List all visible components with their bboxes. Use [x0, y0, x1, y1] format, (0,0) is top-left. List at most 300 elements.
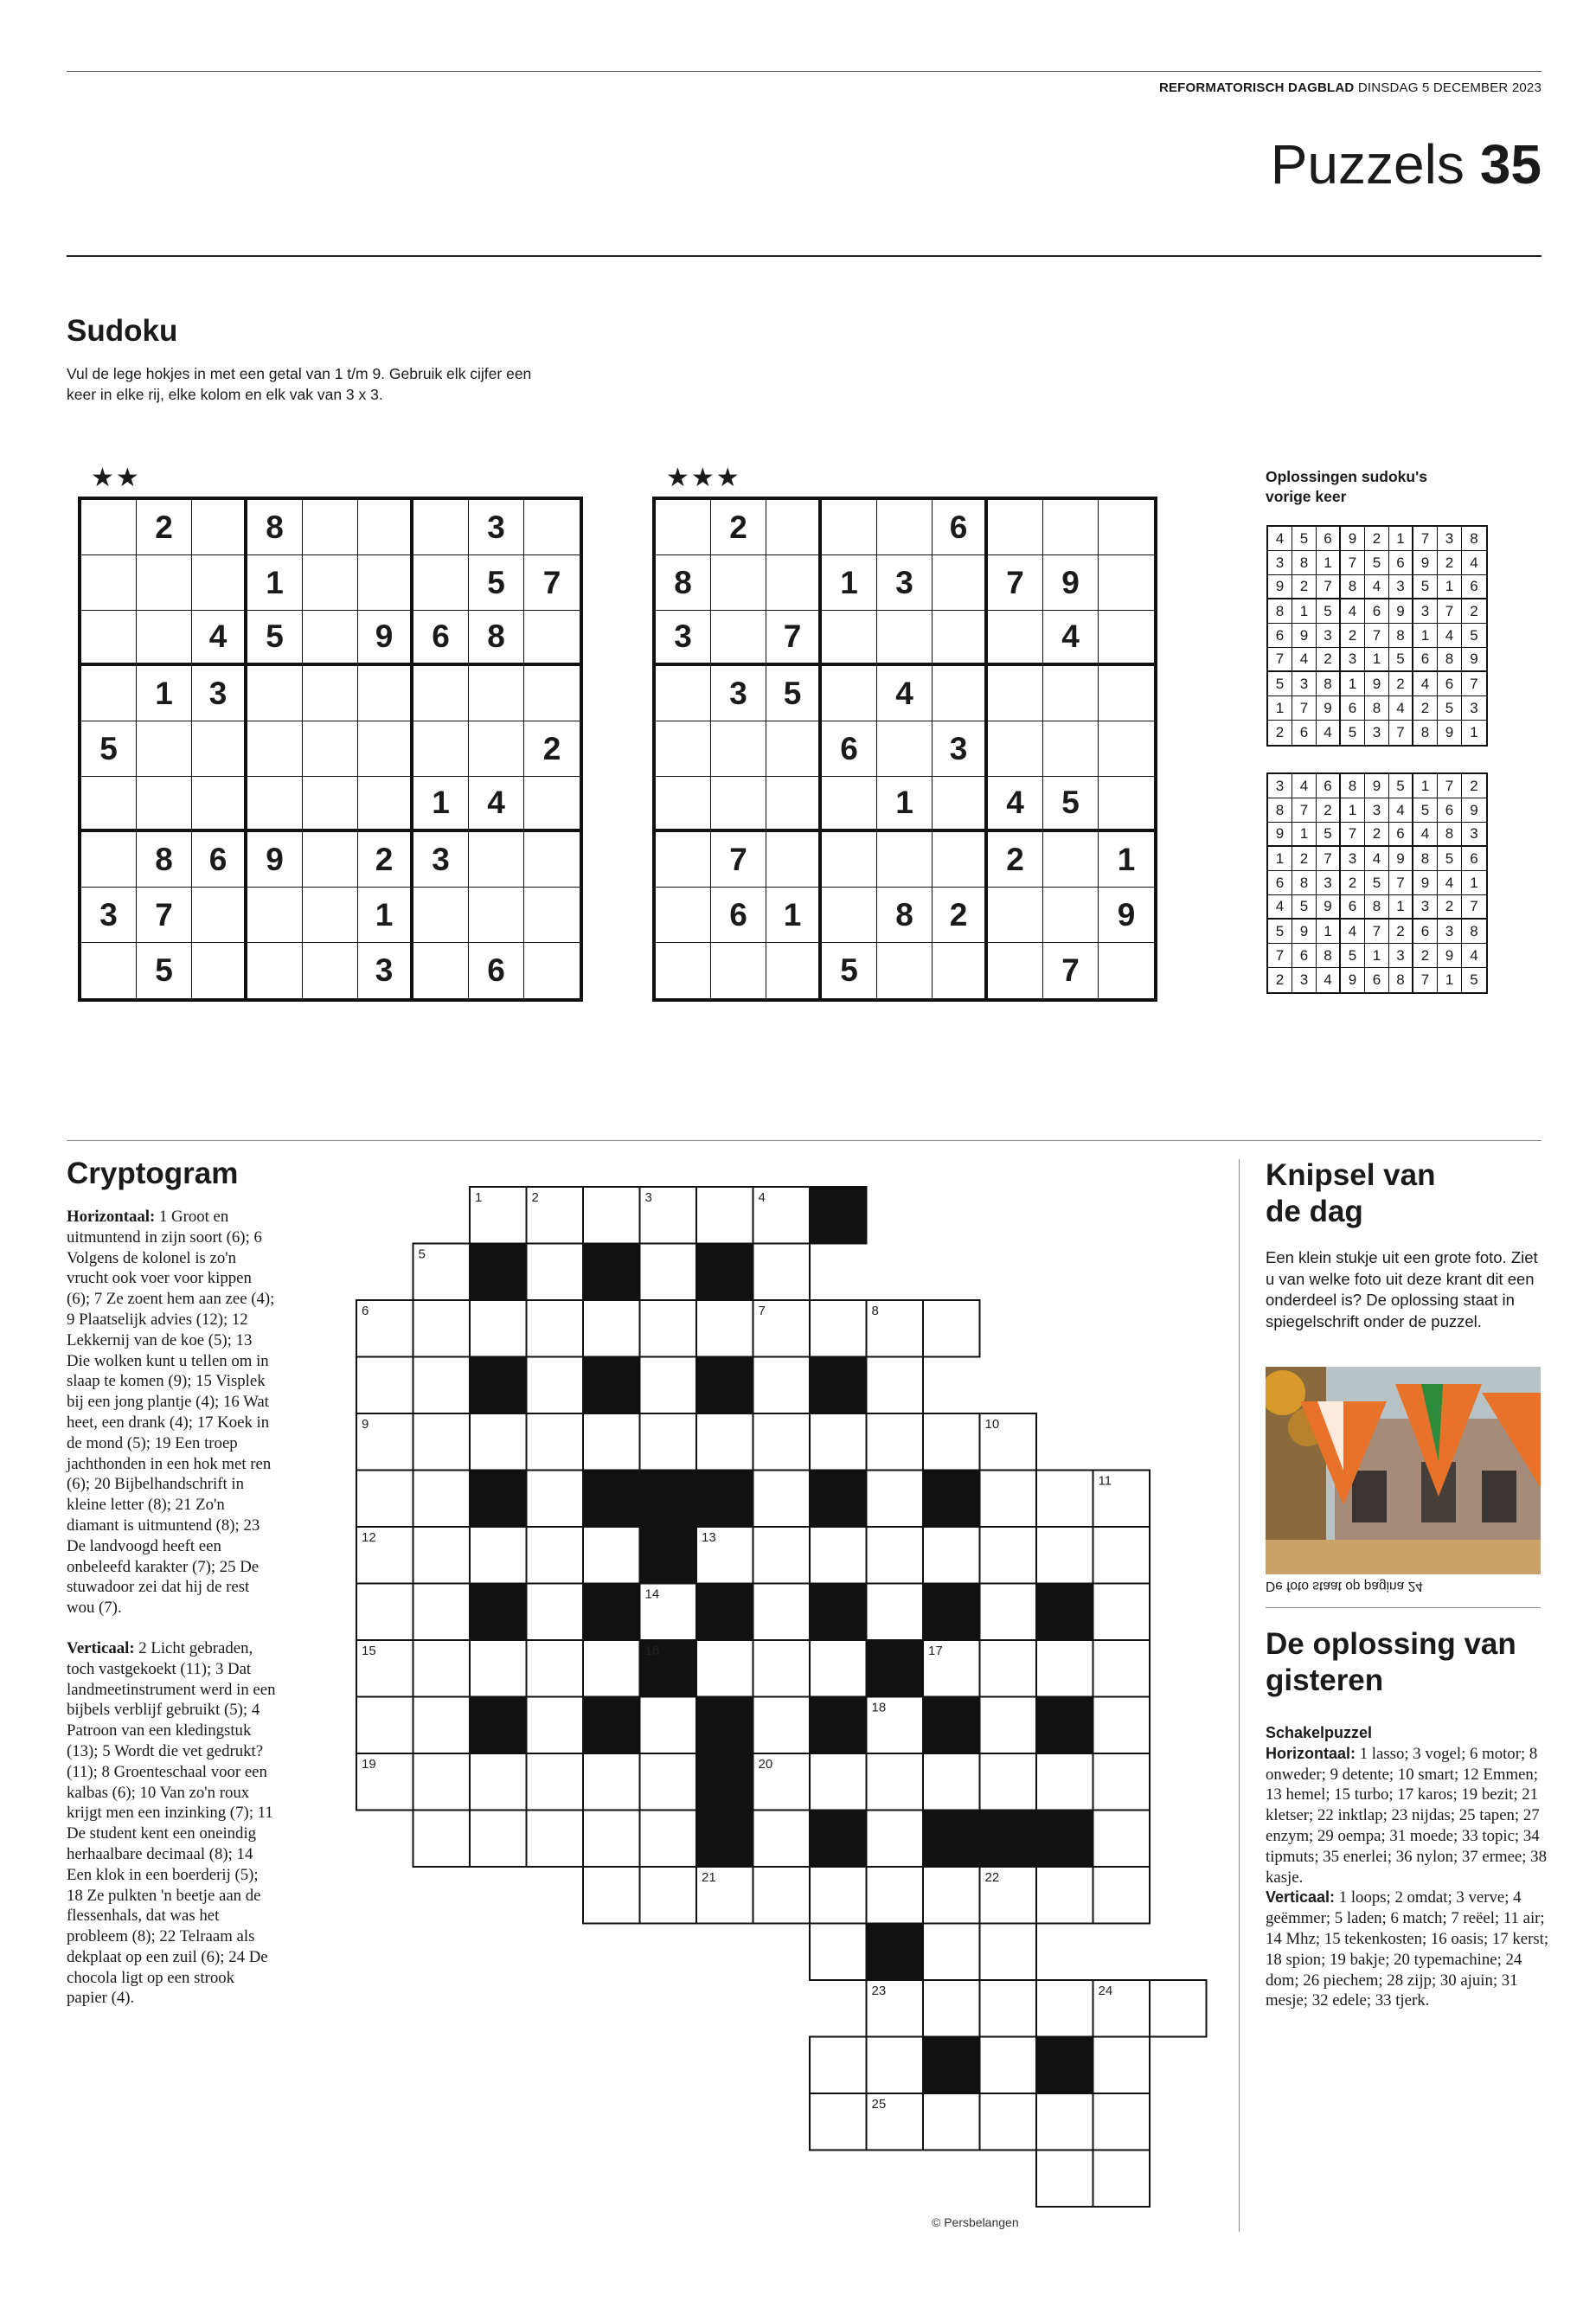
crossword-cell[interactable] [527, 1753, 584, 1811]
sudoku-2-cell[interactable] [822, 777, 877, 832]
sudoku-1-cell[interactable] [358, 555, 413, 611]
sudoku-1-cell[interactable] [81, 777, 137, 832]
solution-1-cell: 5 [1341, 721, 1365, 745]
crossword-cell[interactable] [867, 1471, 924, 1528]
crossword-cell[interactable] [640, 1867, 697, 1924]
crossword-cell[interactable] [1036, 1527, 1093, 1584]
sudoku-2-cell[interactable] [933, 611, 988, 666]
crossword-cell[interactable] [583, 1753, 640, 1811]
crossword-cell[interactable] [1093, 1527, 1151, 1584]
sudoku-2-cell[interactable] [1099, 721, 1154, 777]
solution-2-cell: 5 [1317, 823, 1341, 847]
oplossing-verticaal-text: 1 loops; 2 omdat; 3 verve; 4 geëmmer; 5 laden; 6 match; 7 reëel; 11 air; 14 Mhz; 15 tekenkosten; 16 oasis; 17 kerst; 18 spion; 19 bakje; 20 typemachine; 24 dom; 26 piechem; 28 zijp; 30 ajuin; 31 mesje; 32 edele; 33 tjerk. [1266, 1888, 1549, 2010]
crossword-cell[interactable] [810, 1924, 867, 1981]
crossword-cell[interactable] [980, 1527, 1037, 1584]
sudoku-2-cell[interactable] [1043, 721, 1099, 777]
sudoku-2-cell[interactable] [1099, 777, 1154, 832]
sudoku-1-cell[interactable] [303, 888, 358, 943]
solution-1-cell: 1 [1365, 648, 1389, 672]
crossword-cell[interactable] [923, 2093, 980, 2150]
solution-2-cell: 7 [1268, 944, 1292, 968]
crossword-cell[interactable] [640, 1300, 697, 1357]
sudoku-1-cell[interactable] [524, 943, 580, 998]
crossword-cell[interactable] [470, 1413, 527, 1471]
solution-1-cell: 9 [1317, 696, 1341, 721]
sudoku-1-cell[interactable] [247, 666, 303, 721]
crossword-cell[interactable] [640, 1697, 697, 1754]
sudoku-2-cell: 1 [877, 777, 933, 832]
crossword-cell[interactable] [527, 1811, 584, 1868]
crossword-cell[interactable] [753, 1471, 811, 1528]
sudoku-2-cell[interactable] [711, 777, 766, 832]
sudoku-2-cell[interactable] [988, 666, 1043, 721]
crossword-clue-number: 1 [475, 1190, 483, 1205]
crossword-cell[interactable] [1036, 1753, 1093, 1811]
solution-2-cell: 4 [1438, 871, 1462, 895]
crossword-cell[interactable] [1036, 1980, 1093, 2037]
solution-2-cell: 5 [1268, 920, 1292, 944]
sudoku-1-cell[interactable] [137, 555, 192, 611]
crossword-cell[interactable] [980, 2093, 1037, 2150]
crossword-cell[interactable] [527, 1471, 584, 1528]
crossword-block [980, 1811, 1037, 1868]
sudoku-2-cell[interactable] [822, 666, 877, 721]
sudoku-2-cell[interactable] [711, 943, 766, 998]
sudoku-2-cell[interactable] [933, 666, 988, 721]
crossword-cell[interactable] [980, 1640, 1037, 1697]
crossword-cell[interactable] [1093, 2150, 1151, 2208]
crossword-cell[interactable] [810, 1867, 867, 1924]
sudoku-2-cell: 2 [988, 832, 1043, 888]
crossword-cell[interactable] [527, 1413, 584, 1471]
sudoku-1-cell[interactable] [81, 500, 137, 555]
crossword-cell[interactable] [356, 1697, 413, 1754]
sudoku-2-cell[interactable] [1099, 943, 1154, 998]
sudoku-1-cell: 6 [192, 832, 247, 888]
sudoku-1-cell[interactable] [247, 888, 303, 943]
sudoku-2-cell[interactable] [877, 943, 933, 998]
solution-2-cell: 8 [1268, 798, 1292, 823]
crossword-cell[interactable] [640, 1413, 697, 1471]
crossword-cell[interactable] [527, 1697, 584, 1754]
sudoku-1-cell[interactable] [524, 611, 580, 666]
crossword-cell[interactable] [753, 1697, 811, 1754]
crossword-cell[interactable] [923, 1413, 980, 1471]
solution-1-cell: 3 [1268, 551, 1292, 575]
crossword-clue-number: 8 [871, 1304, 879, 1318]
crossword-cell[interactable] [413, 1300, 471, 1357]
solution-2-cell: 3 [1462, 823, 1486, 847]
solution-1-cell: 4 [1341, 599, 1365, 624]
crossword-cell[interactable] [1093, 1697, 1151, 1754]
crossword-cell[interactable] [413, 1640, 471, 1697]
solution-1-cell: 6 [1317, 527, 1341, 551]
crossword-cell[interactable] [413, 1753, 471, 1811]
solution-2-cell: 9 [1268, 823, 1292, 847]
crossword-cell[interactable] [753, 1867, 811, 1924]
crossword-cell[interactable] [923, 1300, 980, 1357]
crossword-cell[interactable] [1036, 2093, 1093, 2150]
verticaal-text: 2 Licht gebraden, toch vastgekoekt (11); 3 Dat landmeetinstrument werd in een bijbels verblijf gebruikt (5); 4 Patroon van een kledingstuk (13); 5 Wordt die vet gedrukt? (11); 8 Groenteschaal voor een kalbas (6); 10 Van zo'n roux krijgt men een inzinking (7); 11 De student kent een oneindig herhaalbare decimaal (8); 14 Een klok in een boerderij (5); 18 Ze pulkten 'n beetje aan de flessenhals, dat was het probleem (8); 22 Telraam als dekplaat op een zuil (6); 24 De chocola ligt op een strook papier (4). [67, 1638, 276, 2008]
sudoku-1-cell: 1 [137, 666, 192, 721]
sudoku-1-cell[interactable] [413, 943, 469, 998]
crossword-cell[interactable] [980, 1753, 1037, 1811]
crossword-cell[interactable] [413, 1527, 471, 1584]
sudoku-2-cell[interactable] [711, 555, 766, 611]
solution-1-cell: 3 [1389, 575, 1413, 599]
crossword-block [696, 1471, 753, 1528]
solution-1-cell: 6 [1268, 624, 1292, 648]
sudoku-2-cell[interactable] [1043, 888, 1099, 943]
solution-2-cell: 9 [1365, 774, 1389, 798]
crossword-cell[interactable] [470, 1753, 527, 1811]
crossword-cell[interactable] [413, 1471, 471, 1528]
sudoku-2-cell[interactable] [656, 500, 711, 555]
sudoku-1-cell[interactable] [192, 721, 247, 777]
sudoku-2-cell[interactable] [1099, 666, 1154, 721]
newspaper-name: REFORMATORISCH DAGBLAD [1158, 80, 1355, 95]
sudoku-2-cell[interactable] [988, 500, 1043, 555]
sudoku-2-cell[interactable] [766, 943, 822, 998]
sudoku-2-cell[interactable] [933, 555, 988, 611]
crossword-cell[interactable] [1093, 2093, 1151, 2150]
crossword-cell[interactable] [980, 1924, 1037, 1981]
crossword-cell[interactable] [1093, 2037, 1151, 2094]
crossword-cell[interactable] [810, 1300, 867, 1357]
crossword-cell[interactable] [980, 2037, 1037, 2094]
crossword-cell[interactable] [527, 1357, 584, 1414]
crossword-block [923, 2037, 980, 2094]
sudoku-1-grid[interactable] [78, 497, 583, 1002]
crossword-cell[interactable] [583, 1640, 640, 1697]
sudoku-1-cell[interactable] [469, 666, 524, 721]
solution-1-cell: 6 [1462, 575, 1486, 599]
sudoku-1-cell[interactable] [303, 611, 358, 666]
crossword-cell[interactable] [696, 1413, 753, 1471]
sudoku-2-cell[interactable] [822, 611, 877, 666]
sudoku-2-cell[interactable] [1099, 500, 1154, 555]
crossword-cell[interactable] [867, 1753, 924, 1811]
sudoku-2-cell[interactable] [877, 721, 933, 777]
crossword-cell[interactable] [527, 1640, 584, 1697]
sudoku-2-cell[interactable] [766, 721, 822, 777]
sudoku-1-cell[interactable] [303, 500, 358, 555]
crossword-cell[interactable] [753, 1584, 811, 1641]
sudoku-2-cell[interactable] [988, 611, 1043, 666]
sudoku-1-cell[interactable] [137, 777, 192, 832]
sudoku-2-cell[interactable] [988, 721, 1043, 777]
sudoku-2-cell[interactable] [822, 832, 877, 888]
sudoku-2-cell[interactable] [656, 832, 711, 888]
crossword-cell[interactable] [1093, 1584, 1151, 1641]
crossword-cell[interactable] [640, 1753, 697, 1811]
crossword-clue-number: 19 [362, 1757, 376, 1772]
crossword-cell[interactable] [810, 1413, 867, 1471]
crossword-cell[interactable] [640, 1811, 697, 1868]
crossword-cell[interactable] [923, 1527, 980, 1584]
crossword-cell[interactable] [753, 1413, 811, 1471]
crossword-cell[interactable] [1150, 1980, 1207, 2037]
sudoku-1-cell[interactable] [81, 832, 137, 888]
sudoku-2-cell[interactable] [1099, 611, 1154, 666]
crossword-cell[interactable] [356, 1584, 413, 1641]
crossword-clue-number: 24 [1098, 1984, 1113, 1998]
oplossing-horizontaal-text: 1 lasso; 3 vogel; 6 motor; 8 onweder; 9 detente; 10 smart; 12 Emmen; 13 hemel; 15 turbo; 17 karos; 19 bezit; 21 kletser; 22 inktlap; 23 nijdas; 25 tapen; 27 enzym; 29 oempa; 31 moede; 33 topic; 34 tipmuts; 35 enerlei; 36 nylon; 37 ermee; 38 kasje. [1266, 1744, 1547, 1887]
crossword-cell[interactable] [1036, 1867, 1093, 1924]
crossword-cell[interactable] [583, 1867, 640, 1924]
sudoku-1-cell[interactable] [81, 666, 137, 721]
sudoku-2-cell[interactable] [1099, 555, 1154, 611]
sudoku-2-cell: 3 [933, 721, 988, 777]
crossword-block [583, 1584, 640, 1641]
crossword-cell[interactable] [470, 1811, 527, 1868]
solution-2-cell: 3 [1268, 774, 1292, 798]
copyright: © Persbelangen [932, 2215, 1019, 2229]
crossword-cell[interactable] [413, 1357, 471, 1414]
crossword-cell[interactable] [1093, 1753, 1151, 1811]
solution-1-cell: 8 [1438, 648, 1462, 672]
oplossing-text [1266, 1723, 1551, 2011]
crossword-cell[interactable] [413, 1697, 471, 1754]
sudoku-1-cell[interactable] [413, 555, 469, 611]
solution-1-cell: 2 [1389, 672, 1413, 696]
sudoku-1-cell[interactable] [469, 832, 524, 888]
section-name: Puzzels [1270, 133, 1465, 195]
sudoku-1-cell[interactable] [137, 721, 192, 777]
sudoku-1-cell[interactable] [524, 500, 580, 555]
crossword-cell[interactable] [867, 1527, 924, 1584]
sudoku-1-cell[interactable] [524, 888, 580, 943]
crossword-block [696, 1697, 753, 1754]
sudoku-1-cell[interactable] [413, 888, 469, 943]
sudoku-2-cell[interactable] [766, 777, 822, 832]
crossword-cell[interactable] [810, 1753, 867, 1811]
sudoku-2-cell[interactable] [988, 888, 1043, 943]
solution-1-cell: 7 [1317, 575, 1341, 599]
solution-1-cell: 4 [1365, 575, 1389, 599]
crossword-cell[interactable] [810, 2037, 867, 2094]
crossword-cell[interactable] [696, 1640, 753, 1697]
sudoku-2-cell: 4 [1043, 611, 1099, 666]
sudoku-2-cell[interactable] [1043, 500, 1099, 555]
solution-2-cell: 9 [1389, 847, 1413, 871]
crossword-clue-number: 20 [758, 1757, 773, 1772]
crossword-cell[interactable] [867, 1811, 924, 1868]
sudoku-1-cell[interactable] [303, 721, 358, 777]
crossword-cell[interactable] [867, 1413, 924, 1471]
sudoku-2-cell[interactable] [877, 611, 933, 666]
sudoku-2-cell: 8 [877, 888, 933, 943]
crossword-cell[interactable] [640, 1357, 697, 1414]
crossword-cell[interactable] [356, 1357, 413, 1414]
sudoku-1-cell[interactable] [303, 943, 358, 998]
sudoku-2-cell[interactable] [1043, 666, 1099, 721]
sudoku-1-cell[interactable] [192, 943, 247, 998]
crossword-cell[interactable] [583, 1527, 640, 1584]
sudoku-2-grid[interactable] [652, 497, 1157, 1002]
solution-2-cell: 1 [1413, 774, 1438, 798]
crossword-cell[interactable] [810, 2093, 867, 2150]
sudoku-1-cell: 3 [81, 888, 137, 943]
crossword-cell[interactable] [753, 1244, 811, 1301]
crossword-cell[interactable] [413, 1413, 471, 1471]
solution-2-cell: 7 [1389, 871, 1413, 895]
sudoku-1-cell[interactable] [303, 777, 358, 832]
solution-1-cell: 8 [1268, 599, 1292, 624]
sudoku-2-cell[interactable] [656, 721, 711, 777]
crossword-cell[interactable] [1093, 1640, 1151, 1697]
solution-2-cell: 4 [1341, 920, 1365, 944]
sudoku-2-cell[interactable] [933, 777, 988, 832]
crossword-cell[interactable] [527, 1300, 584, 1357]
solution-2-cell: 9 [1413, 871, 1438, 895]
sudoku-1-cell: 5 [247, 611, 303, 666]
crossword-clue-number: 6 [362, 1304, 369, 1318]
crossword-cell[interactable] [810, 1527, 867, 1584]
crossword-cell[interactable] [980, 1584, 1037, 1641]
sudoku-1-cell[interactable] [358, 500, 413, 555]
crossword-cell[interactable] [753, 1357, 811, 1414]
solution-2-cell: 1 [1438, 968, 1462, 992]
crossword-block [923, 1697, 980, 1754]
sudoku-1-cell[interactable] [358, 721, 413, 777]
solution-1-cell: 1 [1317, 551, 1341, 575]
crossword-cell[interactable] [980, 1471, 1037, 1528]
sudoku-2-cell[interactable] [1043, 832, 1099, 888]
sudoku-2-cell[interactable] [877, 832, 933, 888]
sudoku-1-cell[interactable] [192, 888, 247, 943]
crossword-cell[interactable] [980, 1980, 1037, 2037]
crossword-cell[interactable] [527, 1527, 584, 1584]
solution-2-cell: 4 [1389, 798, 1413, 823]
sudoku-2-cell[interactable] [766, 832, 822, 888]
crossword-cell[interactable] [923, 1867, 980, 1924]
crossword-cell[interactable] [1036, 1471, 1093, 1528]
crossword-cell[interactable] [753, 1640, 811, 1697]
crossword-cell[interactable] [527, 1244, 584, 1301]
sudoku-1-cell[interactable] [413, 721, 469, 777]
crossword-cell[interactable] [470, 1527, 527, 1584]
sudoku-1-cell[interactable] [247, 721, 303, 777]
crossword-cell[interactable] [923, 1753, 980, 1811]
sudoku-2-cell[interactable] [766, 500, 822, 555]
crossword-cell[interactable] [753, 1527, 811, 1584]
sudoku-2-cell: 7 [711, 832, 766, 888]
solution-1-cell: 8 [1413, 721, 1438, 745]
crossword-cell[interactable] [1093, 1811, 1151, 1868]
crossword-cell[interactable] [356, 1471, 413, 1528]
sudoku-2-cell[interactable] [656, 666, 711, 721]
solution-2-cell: 3 [1438, 920, 1462, 944]
solution-1-cell: 9 [1438, 721, 1462, 745]
crossword-cell[interactable] [867, 1584, 924, 1641]
sudoku-1-cell[interactable] [358, 666, 413, 721]
sudoku-2-cell: 7 [988, 555, 1043, 611]
crossword-cell[interactable] [753, 1811, 811, 1868]
sudoku-1-cell: 2 [137, 500, 192, 555]
sudoku-2-cell[interactable] [877, 500, 933, 555]
crossword-cell[interactable] [923, 1924, 980, 1981]
sudoku-1-cell[interactable] [81, 555, 137, 611]
crossword-cell[interactable] [923, 1980, 980, 2037]
photo-illustration [1266, 1367, 1541, 1574]
sudoku-2-cell[interactable] [822, 888, 877, 943]
sudoku-1-cell[interactable] [413, 500, 469, 555]
sudoku-1-cell[interactable] [524, 832, 580, 888]
sudoku-1-cell[interactable] [192, 500, 247, 555]
sudoku-1-cell[interactable] [469, 888, 524, 943]
crossword-cell[interactable] [867, 1867, 924, 1924]
sudoku-1-cell[interactable] [247, 943, 303, 998]
sudoku-2-cell[interactable] [656, 943, 711, 998]
crossword-cell[interactable] [413, 1811, 471, 1868]
sudoku-1-cell[interactable] [524, 777, 580, 832]
sudoku-1-cell: 3 [413, 832, 469, 888]
sudoku-1-cell[interactable] [303, 832, 358, 888]
sudoku-1-cell[interactable] [137, 611, 192, 666]
sudoku-1-cell: 7 [137, 888, 192, 943]
crossword-cell[interactable] [980, 1697, 1037, 1754]
crossword-cell[interactable] [696, 1300, 753, 1357]
crossword-cell[interactable] [867, 2037, 924, 2094]
crossword-cell[interactable] [1093, 1867, 1151, 1924]
solution-1-cell: 7 [1413, 527, 1438, 551]
crossword-cell[interactable] [527, 1584, 584, 1641]
crossword-cell[interactable] [470, 1640, 527, 1697]
crossword-cell[interactable] [867, 1357, 924, 1414]
crossword-cell[interactable] [583, 1300, 640, 1357]
crossword-cell[interactable] [1036, 1640, 1093, 1697]
crossword-cell[interactable] [583, 1811, 640, 1868]
sudoku-1-cell[interactable] [303, 666, 358, 721]
sudoku-1-cell[interactable] [81, 611, 137, 666]
crossword-cell[interactable] [640, 1244, 697, 1301]
sudoku-2-cell[interactable] [711, 611, 766, 666]
crossword-cell[interactable] [583, 1187, 640, 1244]
crossword-block [470, 1584, 527, 1641]
oplossing-verticaal [1266, 1888, 1551, 2011]
sudoku-1-cell[interactable] [469, 721, 524, 777]
sudoku-2-cell[interactable] [656, 777, 711, 832]
sudoku-1-cell[interactable] [192, 777, 247, 832]
crossword-cell[interactable] [1036, 2150, 1093, 2208]
sudoku-2-cell[interactable] [933, 943, 988, 998]
sudoku-2-cell[interactable] [766, 555, 822, 611]
sudoku-1-cell[interactable] [413, 666, 469, 721]
sudoku-2-cell[interactable] [988, 943, 1043, 998]
sudoku-1-cell[interactable] [358, 777, 413, 832]
sudoku-1-cell[interactable] [524, 666, 580, 721]
sudoku-2-cell: 2 [711, 500, 766, 555]
solution-1-cell: 2 [1317, 648, 1341, 672]
sudoku-1-cell[interactable] [81, 943, 137, 998]
sudoku-1-cell[interactable] [247, 777, 303, 832]
crossword-cell[interactable] [696, 1187, 753, 1244]
sudoku-1-cell[interactable] [192, 555, 247, 611]
crossword-cell[interactable] [413, 1584, 471, 1641]
crossword-cell[interactable] [470, 1300, 527, 1357]
sudoku-2-cell: 7 [766, 611, 822, 666]
sudoku-2-cell[interactable] [656, 888, 711, 943]
sudoku-2-cell[interactable] [822, 500, 877, 555]
sudoku-2-cell[interactable] [711, 721, 766, 777]
crossword-cell[interactable] [810, 1640, 867, 1697]
solution-1-cell: 1 [1438, 575, 1462, 599]
sudoku-2-cell[interactable] [933, 832, 988, 888]
crossword-cell[interactable] [583, 1413, 640, 1471]
sudoku-1-cell[interactable] [303, 555, 358, 611]
solution-1-cell: 3 [1413, 599, 1438, 624]
